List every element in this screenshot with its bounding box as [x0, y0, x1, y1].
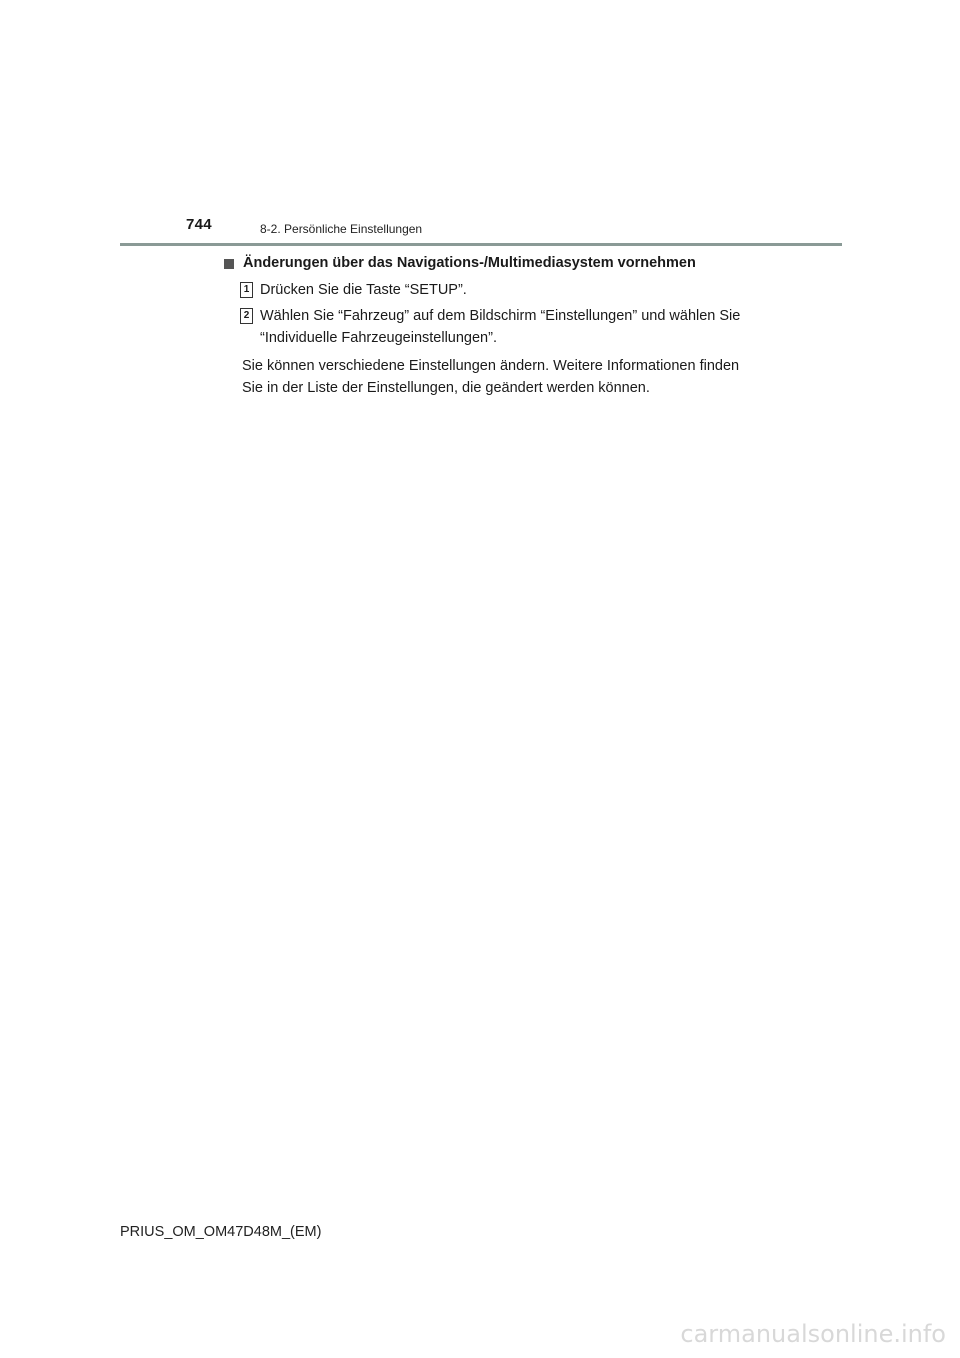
watermark: carmanualsonline.info: [680, 1320, 946, 1348]
section-title: 8-2. Persönliche Einstellungen: [260, 222, 423, 236]
step-item: [240, 279, 760, 303]
square-bullet-icon: [224, 259, 234, 269]
step-text: Wählen Sie “Fahrzeug” auf dem Bildschirm “Einstellungen” und wählen Sie “Individuelle Fahrzeugeinstellungen”.: [260, 308, 741, 346]
page-number: 744: [186, 216, 212, 233]
step-text: Drücken Sie die Taste “SETUP”.: [260, 282, 467, 298]
section-heading: [224, 255, 696, 271]
step-number-badge: 1: [240, 282, 253, 298]
section-heading-text: Änderungen über das Navigations-/Multimediasystem vornehmen: [243, 255, 696, 271]
document-code: PRIUS_OM_OM47D48M_(EM): [120, 1224, 322, 1240]
body-paragraph: Sie können verschiedene Einstellungen ändern. Weitere Informationen finden Sie in der Liste der Einstellungen, die geändert werden können.: [242, 358, 740, 396]
step-item: [240, 305, 760, 351]
step-number-badge: 2: [240, 308, 253, 324]
header-divider: [120, 243, 842, 246]
